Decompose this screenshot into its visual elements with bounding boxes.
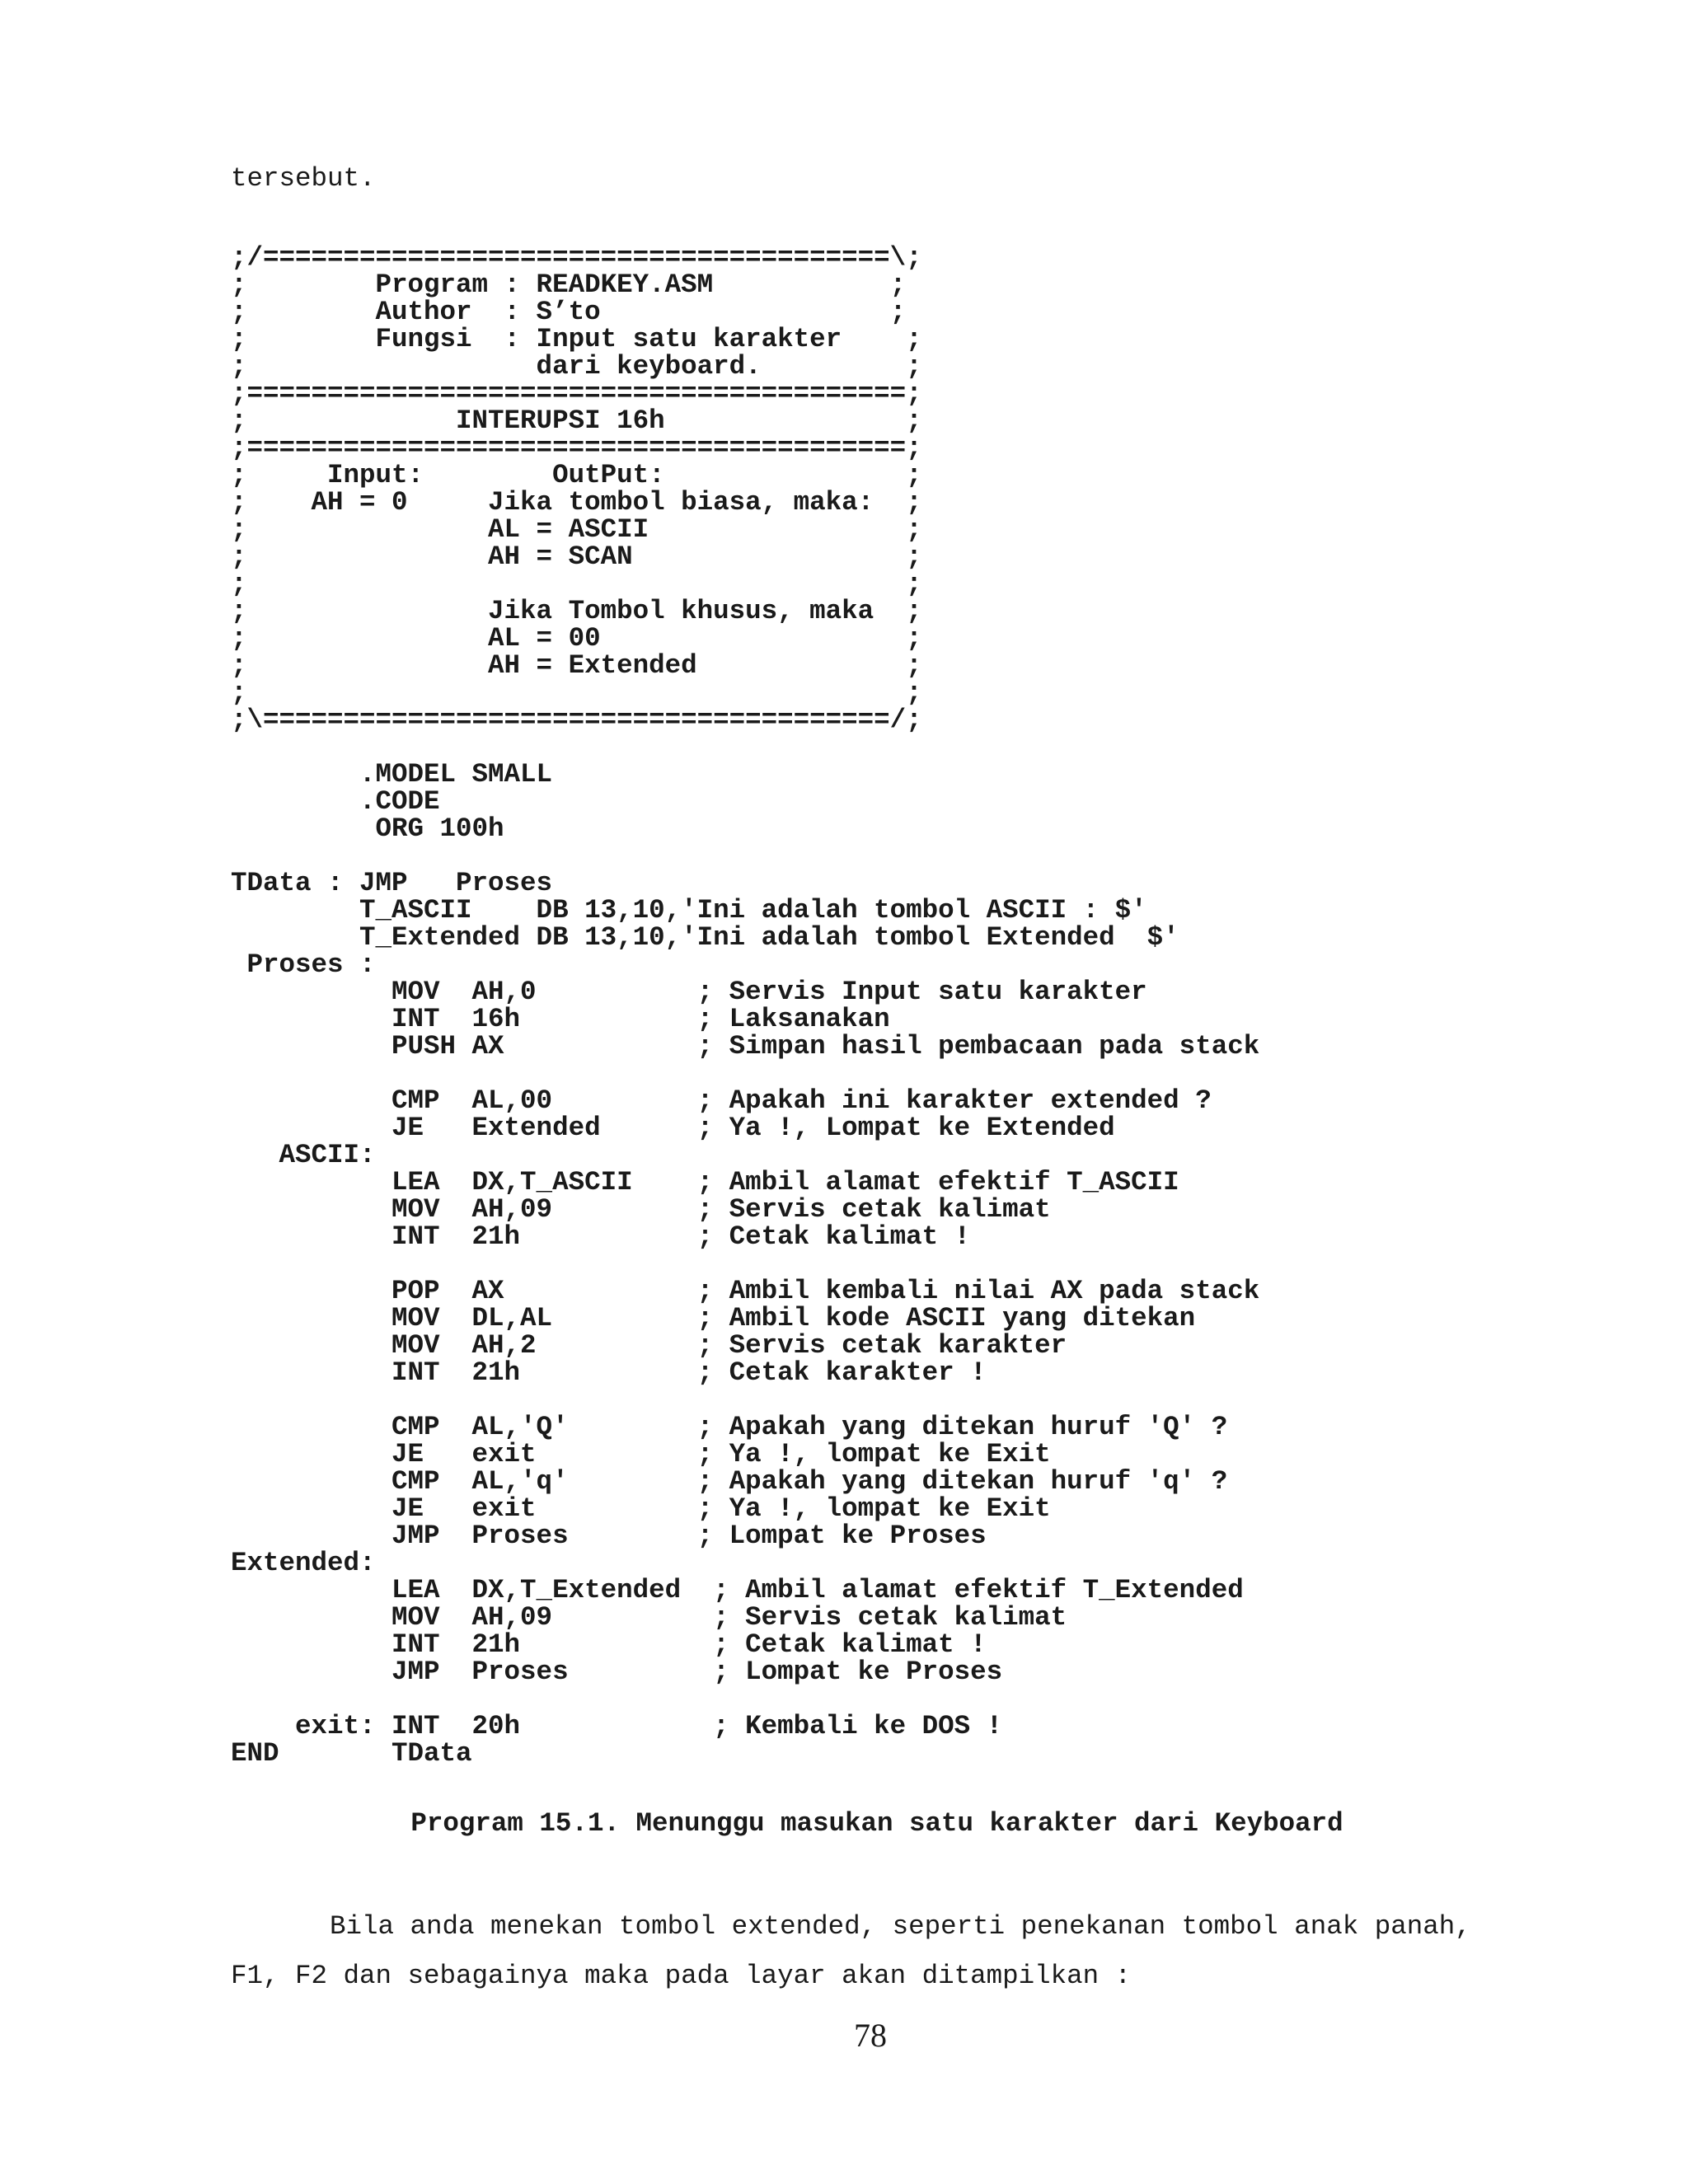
code-line: ;=========================================; xyxy=(231,433,922,463)
code-line: MOV AH,09 ; Servis cetak kalimat xyxy=(231,1194,1051,1225)
code-line: ; Jika Tombol khusus, maka ; xyxy=(231,596,922,626)
code-line xyxy=(231,842,1259,869)
code-line: Proses : xyxy=(231,949,376,980)
code-line: exit: INT 20h ; Kembali ke DOS ! xyxy=(231,1711,1003,1741)
code-line: PUSH AX ; Simpan hasil pembacaan pada stack xyxy=(231,1031,1260,1062)
page-number: 78 xyxy=(854,2017,887,2054)
code-line: JMP Proses ; Lompat ke Proses xyxy=(231,1521,987,1551)
code-line: INT 21h ; Cetak kalimat ! xyxy=(231,1221,971,1252)
code-line: ; AH = Extended ; xyxy=(231,650,922,681)
code-line: INT 21h ; Cetak karakter ! xyxy=(231,1357,987,1388)
code-line: MOV AH,0 ; Servis Input satu karakter xyxy=(231,977,1147,1007)
code-line: T_Extended DB 13,10,'Ini adalah tombol Extended $' xyxy=(231,922,1179,953)
code-line: .CODE xyxy=(231,786,440,817)
code-line: INT 21h ; Cetak kalimat ! xyxy=(231,1629,987,1660)
code-line: ORG 100h xyxy=(231,813,504,844)
code-line: T_ASCII DB 13,10,'Ini adalah tombol ASCII : $' xyxy=(231,895,1147,926)
code-line: ; INTERUPSI 16h ; xyxy=(231,405,922,436)
code-line: CMP AL,00 ; Apakah ini karakter extended ? xyxy=(231,1085,1212,1116)
code-line: ASCII: xyxy=(231,1140,376,1170)
code-line: ; AL = ASCII ; xyxy=(231,514,922,545)
body-paragraph-line-2: F1, F2 dan sebagainya maka pada layar akan ditampilkan : xyxy=(231,1961,1132,1991)
intro-text: tersebut. xyxy=(231,163,376,194)
code-line: ; ; xyxy=(231,569,922,599)
code-line: ;=========================================; xyxy=(231,378,922,409)
code-line: ; ; xyxy=(231,677,922,708)
program-caption: Program 15.1. Menunggu masukan satu karakter dari Keyboard xyxy=(410,1808,1343,1839)
code-line xyxy=(231,1386,1259,1413)
code-line: LEA DX,T_ASCII ; Ambil alamat efektif T_ASCII xyxy=(231,1167,1179,1197)
code-line: ; Author : S’to ; xyxy=(231,297,907,327)
code-line: POP AX ; Ambil kembali nilai AX pada stack xyxy=(231,1276,1260,1306)
code-line: JE exit ; Ya !, lompat ke Exit xyxy=(231,1439,1051,1469)
body-paragraph-line-1: Bila anda menekan tombol extended, seperti penekanan tombol anak panah, xyxy=(330,1911,1471,1942)
code-line: MOV AH,2 ; Servis cetak karakter xyxy=(231,1330,1067,1361)
code-line xyxy=(231,733,1259,761)
code-line: CMP AL,'q' ; Apakah yang ditekan huruf 'q' ? xyxy=(231,1466,1228,1497)
code-line: JMP Proses ; Lompat ke Proses xyxy=(231,1657,1003,1687)
code-line xyxy=(231,1685,1259,1713)
code-line: CMP AL,'Q' ; Apakah yang ditekan huruf 'Q' ? xyxy=(231,1412,1228,1442)
code-line xyxy=(231,1250,1259,1277)
code-line: JE exit ; Ya !, lompat ke Exit xyxy=(231,1493,1051,1524)
code-line: ; AL = 00 ; xyxy=(231,623,922,654)
program-listing xyxy=(231,244,1259,1767)
code-line: ; AH = SCAN ; xyxy=(231,541,922,572)
code-line: ;/=======================================\; xyxy=(231,242,922,273)
code-line: Extended: xyxy=(231,1548,376,1578)
code-line xyxy=(231,1060,1259,1087)
code-line: ; dari keyboard. ; xyxy=(231,351,922,382)
code-line: ; Program : READKEY.ASM ; xyxy=(231,269,907,300)
code-line: LEA DX,T_Extended ; Ambil alamat efektif T_Extended xyxy=(231,1575,1244,1605)
code-line: .MODEL SMALL xyxy=(231,759,553,790)
code-line: ; AH = 0 Jika tombol biasa, maka: ; xyxy=(231,487,922,518)
code-line: TData : JMP Proses xyxy=(231,868,553,898)
code-line: MOV DL,AL ; Ambil kode ASCII yang ditekan xyxy=(231,1303,1196,1333)
code-line: ; Fungsi : Input satu karakter ; xyxy=(231,324,922,354)
code-line: ; Input: OutPut: ; xyxy=(231,460,922,490)
code-line: MOV AH,09 ; Servis cetak kalimat xyxy=(231,1602,1067,1633)
code-line: ;\=======================================/; xyxy=(231,705,922,735)
code-line: JE Extended ; Ya !, Lompat ke Extended xyxy=(231,1113,1115,1143)
code-line: INT 16h ; Laksanakan xyxy=(231,1004,890,1034)
code-line: END TData xyxy=(231,1738,472,1769)
